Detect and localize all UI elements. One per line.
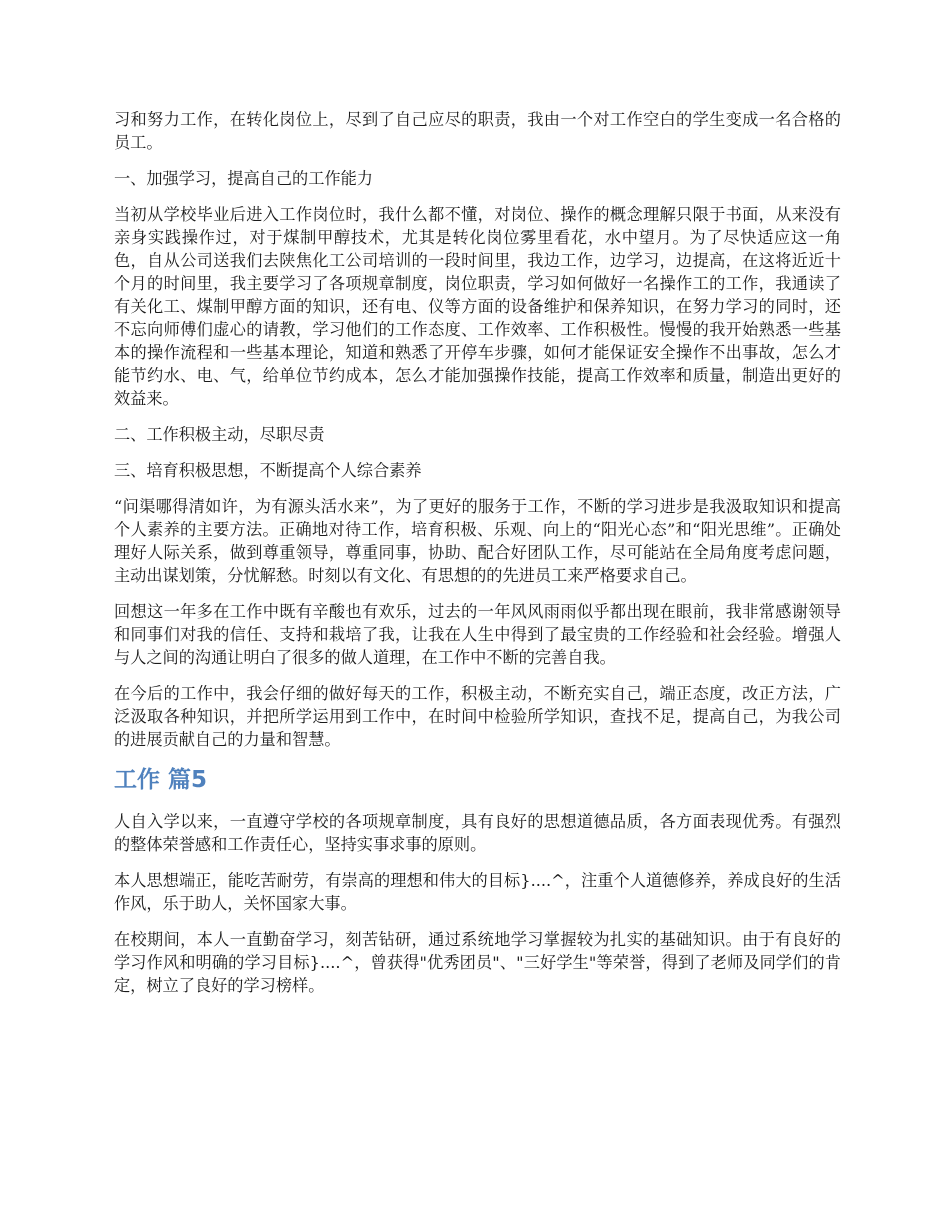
subheading-strengthen-learning: 一、加强学习，提高自己的工作能力 [114, 169, 373, 188]
paragraph-study: 在校期间，本人一直勤奋学习，刻苦钻研，通过系统地学习掌握较为扎实的基础知识。由于有良好的学习作风和明确的学习目标}....^，曾获得"优秀团员"、"三好学生"等荣誉，得到了老师及同学们的肯定，树立了良好的学习榜样。 [114, 930, 841, 995]
subheading-proactive-work: 二、工作积极主动，尽职尽责 [114, 425, 325, 444]
paragraph-character: 本人思想端正，能吃苦耐劳，有崇高的理想和伟大的目标}....^，注重个人道德修养，养成良好的生活作风，乐于助人，关怀国家大事。 [114, 871, 841, 913]
section-heading: 工作 篇5 [114, 767, 208, 793]
paragraph-continuation: 习和努力工作，在转化岗位上，尽到了自己应尽的职责，我由一个对工作空白的学生变成一名合格的员工。 [114, 110, 841, 152]
document-page [114, 108, 841, 1010]
paragraph-reflection: 回想这一年多在工作中既有辛酸也有欢乐，过去的一年风风雨雨似乎都出现在眼前，我非常感谢领导和同事们对我的信任、支持和栽培了我，让我在人生中得到了最宝贵的工作经验和社会经验。增强人与人之间的沟通让明白了很多的做人道理，在工作中不断的完善自我。 [114, 602, 841, 667]
paragraph-intro: 人自入学以来，一直遵守学校的各项规章制度，具有良好的思想道德品质，各方面表现优秀。有强烈的整体荣誉感和工作责任心，坚持实事求事的原则。 [114, 812, 841, 854]
paragraph-positive-thinking: “问渠哪得清如许，为有源头活水来”，为了更好的服务于工作，不断的学习进步是我汲取知识和提高个人素养的主要方法。正确地对待工作，培育积极、乐观、向上的“阳光心态”和“阳光思维”。正确处理好人际关系，做到尊重领导，尊重同事，协助、配合好团队工作，尽可能站在全局角度考虑问题，主动出谋划策，分忧解愁。时刻以有文化、有思想的的先进员工来严格要求自己。 [114, 497, 841, 585]
subheading-positive-thinking: 三、培育积极思想，不断提高个人综合素养 [114, 461, 422, 480]
paragraph-future: 在今后的工作中，我会仔细的做好每天的工作，积极主动，不断充实自己，端正态度，改正方法，广泛汲取各种知识，并把所学运用到工作中，在时间中检验所学知识，查找不足，提高自己，为我公司的进展贡献自己的力量和智慧。 [114, 684, 841, 749]
paragraph-learning: 当初从学校毕业后进入工作岗位时，我什么都不懂，对岗位、操作的概念理解只限于书面，从来没有亲身实践操作过，对于煤制甲醇技术，尤其是转化岗位雾里看花，水中望月。为了尽快适应这一角色，自从公司送我们去陕焦化工公司培训的一段时间里，我边工作，边学习，边提高，在这将近近十个月的时间里，我主要学习了各项规章制度，岗位职责，学习如何做好一名操作工的工作，我通读了有关化工、煤制甲醇方面的知识，还有电、仪等方面的设备维护和保养知识，在努力学习的同时，还不忘向师傅们虚心的请教，学习他们的工作态度、工作效率、工作积极性。慢慢的我开始熟悉一些基本的操作流程和一些基本理论，知道和熟悉了开停车步骤，如何才能保证安全操作不出事故，怎么才能节约水、电、气，给单位节约成本，怎么才能加强操作技能，提高工作效率和质量，制造出更好的效益来。 [114, 205, 841, 408]
